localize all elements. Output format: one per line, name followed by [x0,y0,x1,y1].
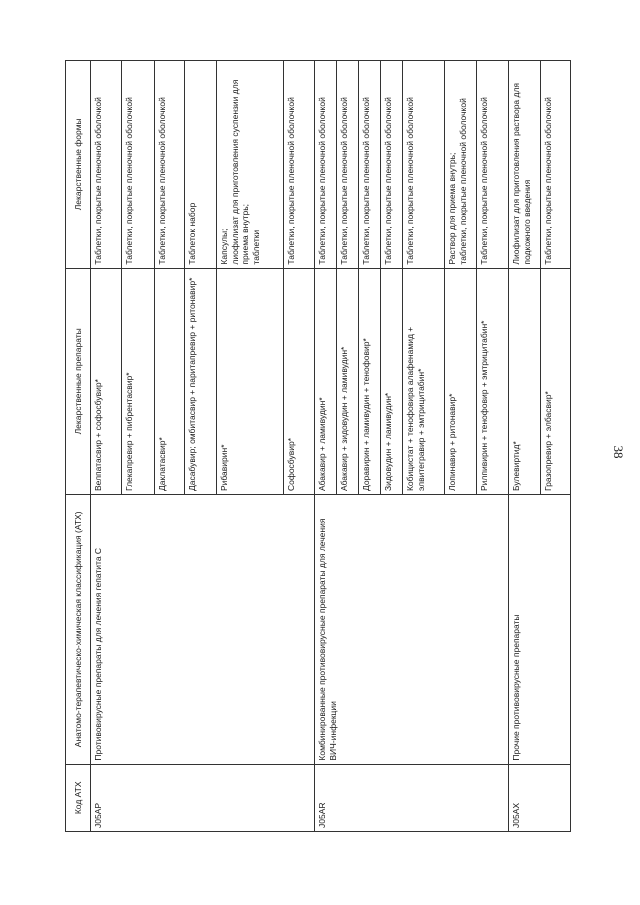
drug-form: Таблетки, покрытые пленочной оболочкой [477,61,509,269]
atc-group: Противовирусные препараты для лечения гепатита С [91,495,315,765]
drug-form: Таблеток набор [185,61,217,269]
drug-form [445,61,477,269]
drug-form: Таблетки, покрытые пленочной оболочкой [91,61,122,269]
drug-name: Гразопревир + элбасвир* [541,268,571,494]
drug-name: Дасабувир; омбитасвир + паритапревир + ритонавир* [185,268,217,494]
drug-form: Таблетки, покрытые пленочной оболочкой [284,61,315,269]
drug-name: Лопинавир + ритонавир* [445,268,477,494]
header-atc: Анатомо-терапевтическо-химическая классификация (АТХ) [66,495,91,765]
form-line: лиофилизат для приготовления суспензии для приема внутрь; [229,79,251,265]
drug-name: Глекапревир + пибрентасвир* [122,268,155,494]
drug-name: Рилпивирин + тенофовир + эмтрицитабин* [477,268,509,494]
table-header-row [66,61,91,832]
drug-name: Зидовудин + ламивудин* [381,268,403,494]
drug-name: Кобицистат + тенофовира алафенамид + элвитегравир + эмтрицитабин* [403,268,445,494]
header-code: Код АТХ [66,764,91,831]
drug-form: Таблетки, покрытые пленочной оболочкой [122,61,155,269]
drug-form: Лиофилизат для приготовления раствора для подкожного введения [509,61,541,269]
form-line: таблетки, покрытые пленочной оболочкой [457,98,468,265]
drug-form: Таблетки, покрытые пленочной оболочкой [381,61,403,269]
atc-code: J05AR [315,764,509,831]
table-row [315,61,337,832]
rotated-table-wrapper [65,60,587,832]
drug-name: Абакавир + ламивудин* [315,268,337,494]
drug-form [217,61,284,269]
atc-code: J05AX [509,764,571,831]
drug-form: Таблетки, покрытые пленочной оболочкой [155,61,185,269]
drug-form: Таблетки, покрытые пленочной оболочкой [315,61,337,269]
drug-form: Таблетки, покрытые пленочной оболочкой [403,61,445,269]
drug-name: Софосбувир* [284,268,315,494]
header-form: Лекарственные формы [66,61,91,269]
form-line: таблетки [250,229,261,265]
drug-form: Таблетки, покрытые пленочной оболочкой [541,61,571,269]
header-drug: Лекарственные препараты [66,268,91,494]
drug-name: Абакавир + зидовудин + ламивудин* [337,268,359,494]
page-number: 38 [611,445,626,459]
drug-name: Доравирин + ламивудин + тенофовир* [359,268,381,494]
atc-group: Комбинированные противовирусные препараты для лечения ВИЧ-инфекции [315,495,509,765]
drug-name: Рибавирин* [217,268,284,494]
form-line: Капсулы; [219,228,229,265]
drug-form: Таблетки, покрытые пленочной оболочкой [337,61,359,269]
table-row [91,61,122,832]
form-line: Раствор для приема внутрь; [447,152,457,265]
drug-name: Велпатасвир + софосбувир* [91,268,122,494]
drug-table [65,60,571,832]
atc-code: J05AP [91,764,315,831]
drug-form: Таблетки, покрытые пленочной оболочкой [359,61,381,269]
atc-group: Прочие противовирусные препараты [509,495,571,765]
drug-name: Булевиртид* [509,268,541,494]
drug-name: Даклатасвир* [155,268,185,494]
table-row [509,61,541,832]
